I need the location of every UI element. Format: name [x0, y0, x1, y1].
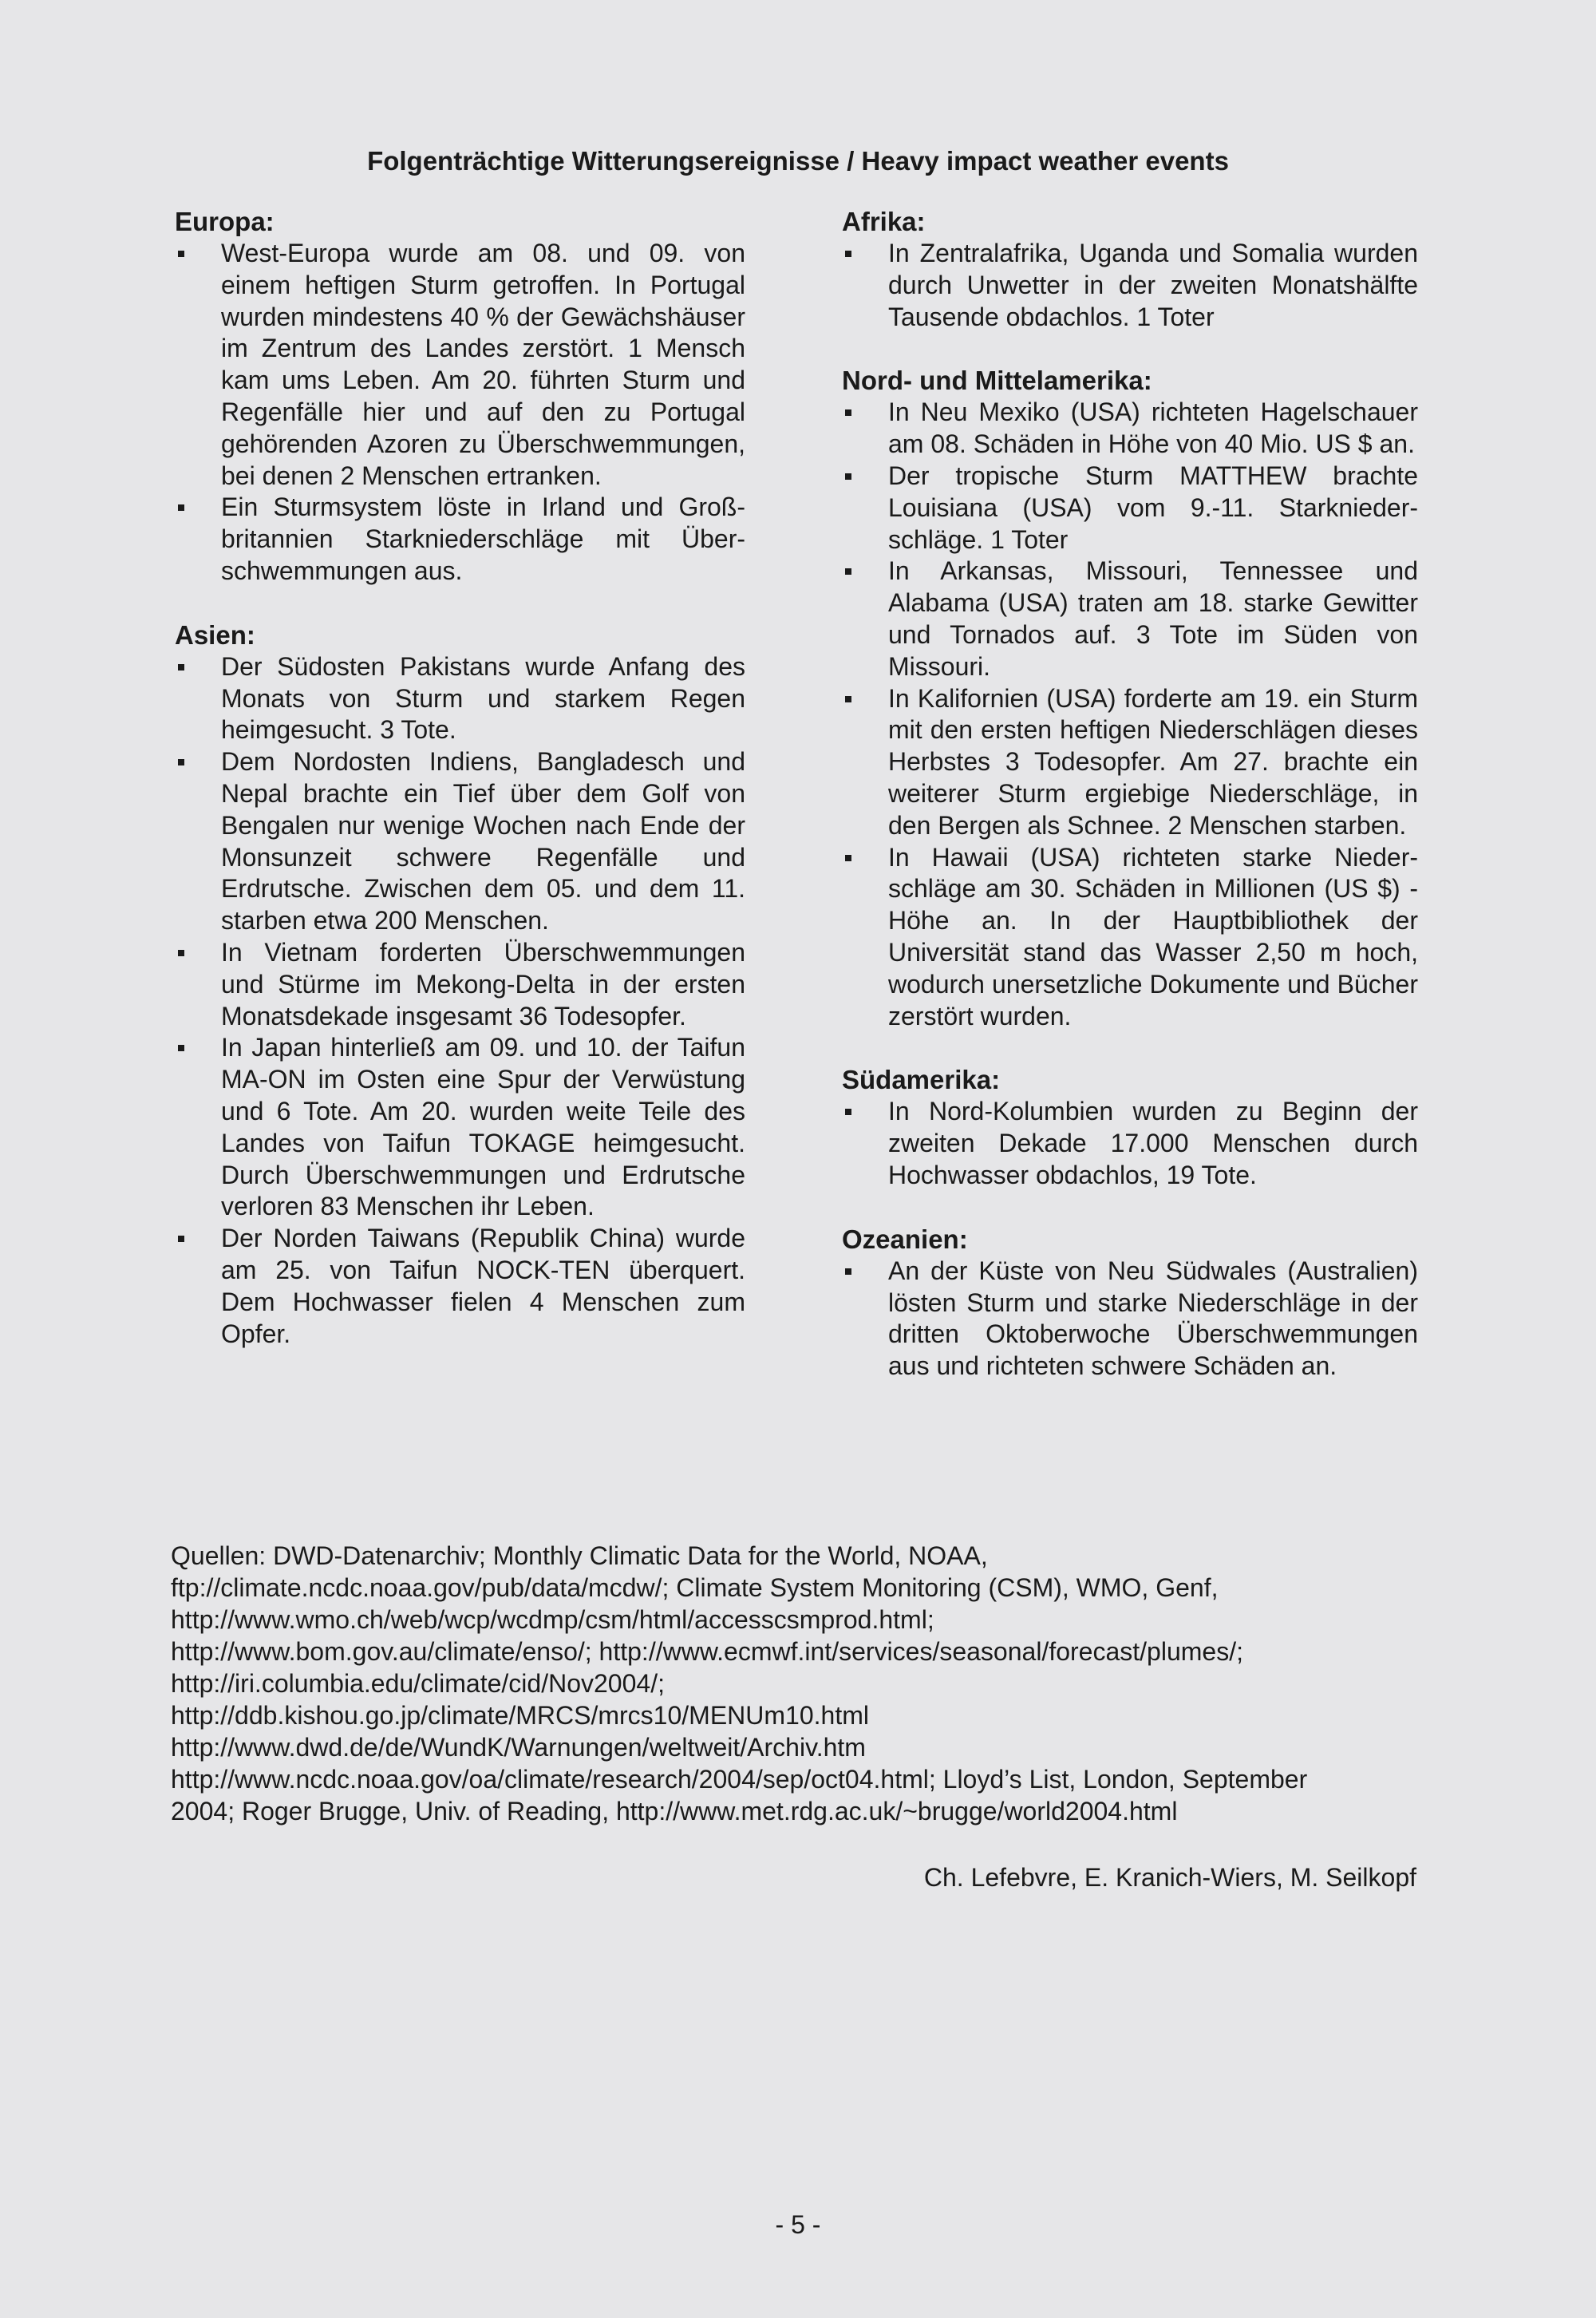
source-line: Quellen: DWD-Datenarchiv; Monthly Climatic Data for the World, NOAA,	[171, 1541, 988, 1570]
event-item: Der Norden Taiwans (Republik China) wurde am 25. von Taifun NOCK-TEN überquert. Dem Hochwasser fielen 4 Menschen zum Opfer.	[175, 1223, 745, 1350]
section-heading: Afrika:	[842, 207, 926, 236]
section-suedamerika	[842, 1064, 1418, 1191]
section-heading: Ozeanien:	[842, 1224, 968, 1254]
section-europa	[175, 206, 745, 587]
source-line: 2004; Roger Brugge, Univ. of Reading, http://www.met.rdg.ac.uk/~brugge/world2004.html	[171, 1797, 1178, 1826]
event-item: Ein Sturmsystem löste in Irland und Großbritannien Starkniederschläge mit Überschwemmungen aus.	[175, 492, 745, 587]
event-item: In Arkansas, Missouri, Tennessee und Alabama (USA) traten am 18. starke Gewitter und Tornados auf. 3 Tote im Süden von Missouri.	[842, 556, 1418, 682]
section-heading: Südamerika:	[842, 1065, 1001, 1095]
event-item: Der tropische Sturm MATTHEW brachte Louisiana (USA) vom 9.-11. Starkniederschläge. 1 Toter	[842, 461, 1418, 556]
source-line: http://ddb.kishou.go.jp/climate/MRCS/mrcs10/MENUm10.html	[171, 1701, 869, 1730]
page-number: - 5 -	[775, 2210, 821, 2239]
event-item: An der Küste von Neu Südwales (Australien) lösten Sturm und starke Niederschläge in der dritten Oktoberwoche Überschwemmungen aus und richteten schwere Schäden an.	[842, 1256, 1418, 1382]
section-afrika	[842, 206, 1418, 333]
left-column	[175, 206, 745, 1382]
source-line: http://iri.columbia.edu/climate/cid/Nov2004/;	[171, 1669, 665, 1698]
authors: Ch. Lefebvre, E. Kranich-Wiers, M. Seilkopf	[923, 1863, 1416, 1892]
sources-block	[171, 1540, 1448, 1827]
event-list	[842, 1256, 1418, 1382]
event-list	[175, 651, 745, 1351]
page-title: Folgenträchtige Witterungsereignisse / Heavy impact weather events	[367, 146, 1229, 176]
event-item: West-Europa wurde am 08. und 09. von einem heftigen Sturm getroffen. In Portugal wurden mindestens 40 % der Gewächshäuser im Zentrum des Landes zerstört. 1 Mensch kam ums Leben. Am 20. führten Sturm und Regenfälle hier und auf den zu Portugal gehörenden Azoren zu Überschwemmungen, bei denen 2 Menschen ertranken.	[175, 238, 745, 492]
source-line: http://www.bom.gov.au/climate/enso/; http://www.ecmwf.int/services/seasonal/forecast/plumes/;	[171, 1637, 1243, 1666]
section-nord-mittelamerika	[842, 365, 1418, 1032]
section-heading: Nord- und Mittelamerika:	[842, 366, 1152, 396]
event-item: In Neu Mexiko (USA) richteten Hagelschauer am 08. Schäden in Höhe von 40 Mio. US $ an.	[842, 397, 1418, 461]
section-heading: Europa:	[175, 207, 275, 236]
event-item: In Hawaii (USA) richteten starke Niederschläge am 30. Schäden in Millionen (US $) -Höhe an. In der Hauptbibliothek der Universität stand das Wasser 2,50 m hoch, wodurch unersetzliche Dokumente und Bücher zerstört wurden.	[842, 842, 1418, 1033]
section-asien	[175, 619, 745, 1351]
event-item: In Nord-Kolumbien wurden zu Beginn der zweiten Dekade 17.000 Menschen durch Hochwasser obdachlos, 19 Tote.	[842, 1096, 1418, 1191]
section-ozeanien	[842, 1224, 1418, 1382]
source-line: http://www.dwd.de/de/WundK/Warnungen/weltweit/Archiv.htm	[171, 1733, 866, 1762]
event-item: In Vietnam forderten Überschwemmungen und Stürme im Mekong-Delta in der ersten Monatsdekade insgesamt 36 Todesopfer.	[175, 937, 745, 1032]
source-line: ftp://climate.ncdc.noaa.gov/pub/data/mcdw/; Climate System Monitoring (CSM), WMO, Genf,	[171, 1573, 1219, 1602]
source-line: http://www.ncdc.noaa.gov/oa/climate/research/2004/sep/oct04.html; Lloyd’s List, London, September	[171, 1765, 1308, 1794]
right-column	[842, 206, 1418, 1414]
event-list	[842, 397, 1418, 1032]
source-line: http://www.wmo.ch/web/wcp/wcdmp/csm/html/accesscsmprod.html;	[171, 1605, 934, 1634]
event-item: Der Südosten Pakistans wurde Anfang des Monats von Sturm und starkem Regen heimgesucht. 3 Tote.	[175, 651, 745, 746]
section-heading: Asien:	[175, 619, 255, 650]
event-list	[175, 238, 745, 587]
event-item: In Zentralafrika, Uganda und Somalia wurden durch Unwetter in der zweiten Monatshälfte Tausende obdachlos. 1 Toter	[842, 238, 1418, 333]
event-item: In Kalifornien (USA) forderte am 19. ein Sturm mit den ersten heftigen Niederschlägen dieses Herbstes 3 Todesopfer. Am 27. brachte ein weiterer Sturm ergiebige Niederschläge, in den Bergen als Schnee. 2 Menschen starben.	[842, 683, 1418, 842]
event-item: Dem Nordosten Indiens, Bangladesch und Nepal brachte ein Tief über dem Golf von Bengalen nur wenige Wochen nach Ende der Monsunzeit schwere Regenfälle und Erdrutsche. Zwischen dem 05. und dem 11. starben etwa 200 Menschen.	[175, 746, 745, 937]
event-list	[842, 238, 1418, 333]
event-item: In Japan hinterließ am 09. und 10. der Taifun MA-ON im Osten eine Spur der Verwüstung und 6 Tote. Am 20. wurden weite Teile des Landes von Taifun TOKAGE heimgesucht. Durch Überschwemmungen und Erdrutsche verloren 83 Menschen ihr Leben.	[175, 1032, 745, 1223]
event-list	[842, 1096, 1418, 1191]
